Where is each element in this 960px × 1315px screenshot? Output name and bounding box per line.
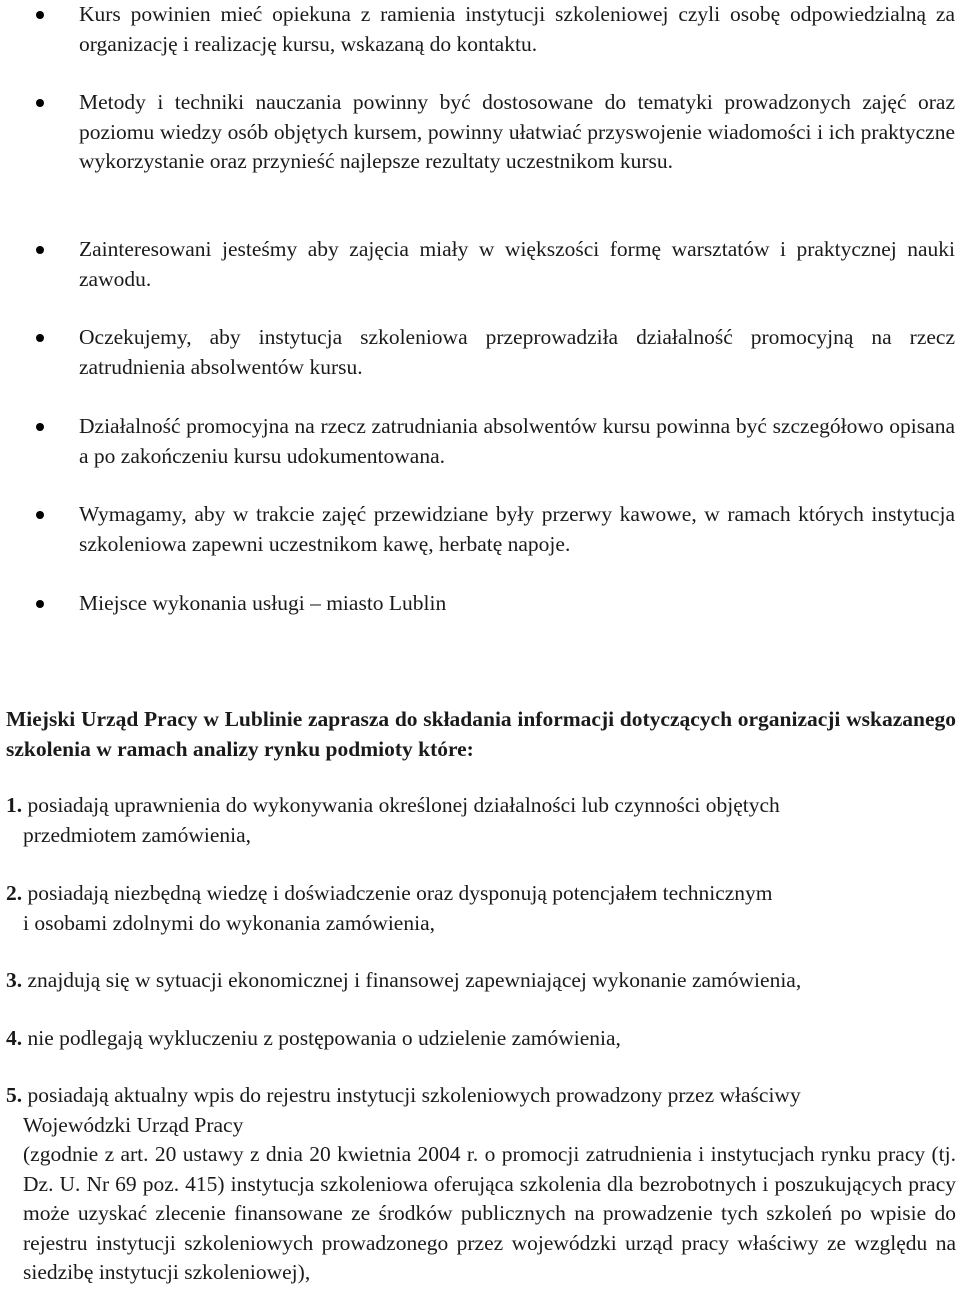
bullet-icon bbox=[36, 99, 44, 107]
bullet-text: Wymagamy, aby w trakcie zajęć przewidziane były przerwy kawowe, w ramach których instytucja szkoleniowa zapewni uczestnikom kawę, herbatę napoje. bbox=[79, 502, 955, 556]
bullet-icon bbox=[36, 423, 44, 431]
numbered-item bbox=[6, 1024, 956, 1054]
numbered-item bbox=[6, 966, 956, 996]
bullet-text: Metody i techniki nauczania powinny być dostosowane do tematyki prowadzonych zajęć oraz poziomu wiedzy osób objętych kursem, powinny ułatwiać przyswojenie wiadomości i ich praktyczne wykorzystanie oraz przynieść najlepsze rezultaty uczestnikom kursu. bbox=[79, 90, 955, 173]
item-text: posiadają niezbędną wiedzę i doświadczenie oraz dysponują potencjałem technicznym bbox=[22, 881, 773, 905]
bullet-text: Oczekujemy, aby instytucja szkoleniowa przeprowadziła działalność promocyjną na rzecz zatrudnienia absolwentów kursu. bbox=[79, 325, 955, 379]
item-number: 3. bbox=[6, 968, 23, 992]
bullet-icon bbox=[36, 511, 44, 519]
item-text: znajdują się w sytuacji ekonomicznej i finansowej zapewniającej wykonanie zamówienia, bbox=[22, 968, 802, 992]
bullet-icon bbox=[36, 600, 44, 608]
numbered-item bbox=[6, 791, 956, 850]
item-text-continued: i osobami zdolnymi do wykonania zamówienia, bbox=[23, 910, 435, 935]
bullet-text: Działalność promocyjna na rzecz zatrudniania absolwentów kursu powinna być szczegółowo opisana a po zakończeniu kursu udokumentowana. bbox=[79, 414, 955, 468]
bullet-text: Kurs powinien mieć opiekuna z ramienia instytucji szkoleniowej czyli osobę odpowiedzialną za organizację i realizację kursu, wskazaną do kontaktu. bbox=[79, 2, 955, 56]
item-text: posiadają uprawnienia do wykonywania określonej działalności lub czynności objętych bbox=[22, 793, 780, 817]
section-heading: Miejski Urząd Pracy w Lublinie zaprasza do składania informacji dotyczących organizacji wskazanego szkolenia w ramach analizy rynku podmioty które: bbox=[6, 707, 956, 761]
item-legal-note: (zgodnie z art. 20 ustawy z dnia 20 kwietnia 2004 r. o promocji zatrudnienia i instytucjach rynku pracy (tj. Dz. U. Nr 69 poz. 415) instytucja szkoleniowa oferująca szkolenia dla bezrobotnych i poszukujących pracy może uzyskać zlecenie finansowane ze środków publicznych na prowadzenie tych szkoleń po wpisie do rejestru instytucji szkoleniowych prowadzonego przez wojewódzki urząd pracy właściwy ze względu na siedzibę instytucji szkoleniowej), bbox=[23, 1142, 956, 1284]
bullet-text: Zainteresowani jesteśmy aby zajęcia miały w większości formę warsztatów i praktycznej nauki zawodu. bbox=[79, 237, 955, 291]
item-number: 1. bbox=[6, 793, 23, 817]
item-text: posiadają aktualny wpis do rejestru instytucji szkoleniowych prowadzony przez właściwy bbox=[22, 1083, 801, 1107]
item-text: nie podlegają wykluczeniu z postępowania o udzielenie zamówienia, bbox=[22, 1026, 621, 1050]
bullet-icon bbox=[36, 11, 44, 19]
item-number: 2. bbox=[6, 881, 23, 905]
item-text-continued: przedmiotem zamówienia, bbox=[23, 822, 252, 847]
numbered-item bbox=[6, 1081, 956, 1288]
item-number: 4. bbox=[6, 1026, 23, 1050]
bullet-icon bbox=[36, 334, 44, 342]
bullet-icon bbox=[36, 246, 44, 254]
bullet-text: Miejsce wykonania usługi – miasto Lublin bbox=[79, 591, 447, 615]
item-text-continued: Wojewódzki Urząd Pracy bbox=[23, 1112, 244, 1137]
item-number: 5. bbox=[6, 1083, 23, 1107]
numbered-item bbox=[6, 879, 956, 938]
